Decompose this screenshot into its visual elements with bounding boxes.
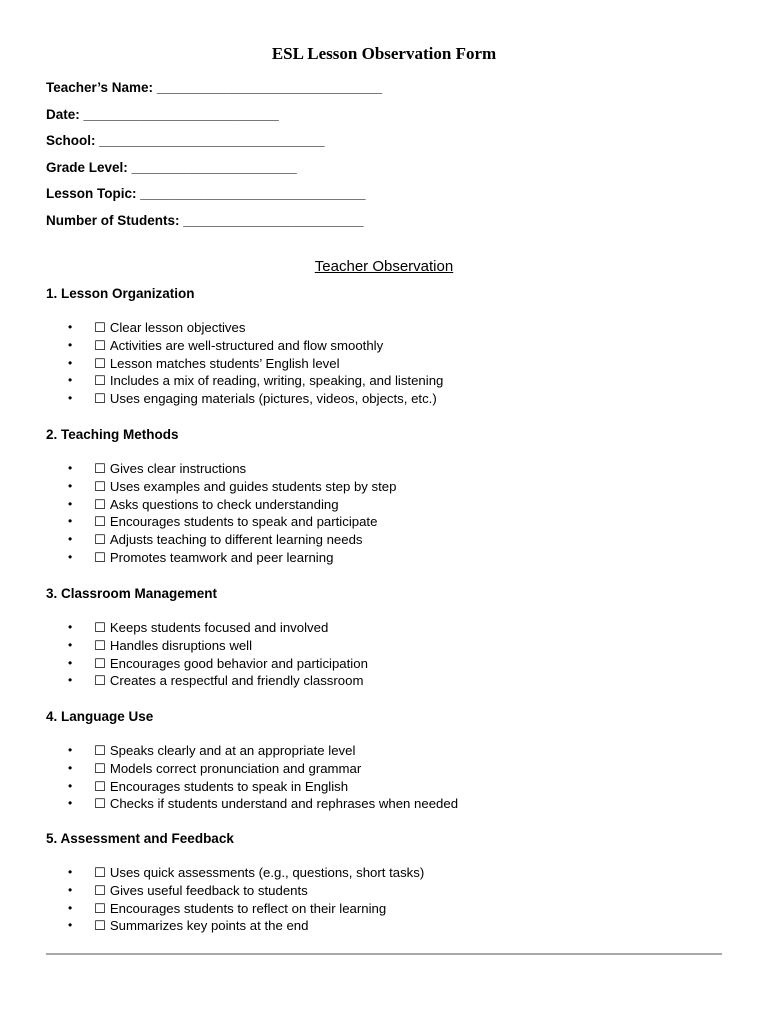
checklist-item[interactable] (46, 864, 424, 882)
checklist-item[interactable] (46, 795, 458, 813)
lesson-topic-field[interactable] (46, 185, 382, 203)
field-blank: ______________________ (131, 159, 297, 175)
checklist-item[interactable] (46, 655, 368, 673)
checklist-item-label: Encourages students to speak in English (109, 778, 349, 794)
checklist-item[interactable] (46, 460, 396, 478)
checklist-item-label: Encourages students to reflect on their learning (109, 900, 387, 916)
checklist-item-label: Adjusts teaching to different learning needs (109, 532, 363, 548)
checklist-item-label: Clear lesson objectives (109, 320, 246, 335)
bullet-icon: • (68, 760, 73, 775)
checklist-item[interactable] (46, 513, 396, 531)
grade-level-field[interactable] (46, 159, 382, 177)
checkbox-icon[interactable]: ☐ (94, 918, 106, 934)
checkbox-icon[interactable]: ☐ (94, 778, 106, 794)
checklist-item-label: Summarizes key points at the end (109, 918, 309, 934)
checklist-item[interactable] (46, 496, 396, 514)
section-title: 4. Language Use (46, 709, 154, 724)
checklist-item-label: Uses quick assessments (e.g., questions, short tasks) (109, 865, 425, 880)
teacher-info-fields (46, 79, 382, 239)
bullet-icon: • (68, 865, 73, 879)
checkbox-icon[interactable]: ☐ (94, 673, 106, 689)
checklist-item-label: Activities are well-structured and flow smoothly (109, 337, 384, 353)
checklist-item-label: Creates a respectful and friendly classroom (109, 673, 364, 689)
checkbox-icon[interactable]: ☐ (94, 373, 106, 389)
checklist-item-label: Lesson matches students’ English level (109, 355, 340, 371)
checklist-item-label: Gives clear instructions (109, 461, 247, 476)
checkbox-icon[interactable]: ☐ (94, 391, 106, 407)
checklist (46, 619, 368, 690)
checkbox-icon[interactable]: ☐ (94, 337, 106, 353)
bullet-icon: • (68, 461, 73, 475)
checklist-item-label: Keeps students focused and involved (109, 620, 329, 635)
bullet-icon: • (68, 532, 73, 547)
checklist-item[interactable] (46, 319, 443, 337)
section-classroom-management (46, 585, 368, 690)
checkbox-icon[interactable]: ☐ (94, 743, 106, 758)
field-blank: ______________________________ (99, 133, 325, 149)
field-blank: ______________________________ (156, 80, 383, 95)
bullet-icon: • (68, 337, 73, 352)
checklist-item[interactable] (46, 637, 368, 655)
section-teaching-methods (46, 426, 396, 567)
checklist-item-label: Encourages students to speak and participate (109, 514, 378, 530)
bullet-icon: • (68, 900, 73, 915)
checkbox-icon[interactable]: ☐ (94, 882, 106, 898)
bullet-icon: • (68, 796, 73, 811)
checkbox-icon[interactable]: ☐ (94, 514, 106, 530)
bullet-icon: • (68, 391, 73, 406)
horizontal-rule (46, 953, 722, 955)
checklist-item-label: Includes a mix of reading, writing, speaking, and listening (109, 373, 444, 389)
checklist-item-label: Uses examples and guides students step by step (109, 478, 397, 494)
checkbox-icon[interactable]: ☐ (94, 620, 106, 635)
checkbox-icon[interactable]: ☐ (94, 760, 106, 776)
teacher-observation-heading (0, 257, 768, 277)
school-field[interactable] (46, 132, 382, 150)
bullet-icon: • (68, 549, 73, 564)
bullet-icon: • (68, 514, 73, 529)
checklist-item[interactable] (46, 742, 458, 760)
checkbox-icon[interactable]: ☐ (94, 900, 106, 916)
section-assessment-and-feedback (46, 830, 424, 935)
checklist-item[interactable] (46, 778, 458, 796)
checklist-item[interactable] (46, 900, 424, 918)
checklist-item[interactable] (46, 390, 443, 408)
bullet-icon: • (68, 620, 73, 634)
checkbox-icon[interactable]: ☐ (94, 532, 106, 548)
checklist-item[interactable] (46, 760, 458, 778)
checkbox-icon[interactable]: ☐ (94, 355, 106, 371)
checklist-item-label: Encourages good behavior and participation (109, 655, 368, 671)
checkbox-icon[interactable]: ☐ (94, 637, 106, 653)
checklist-item-label: Promotes teamwork and peer learning (109, 549, 334, 565)
field-label: Number of Students: (46, 212, 180, 228)
checkbox-icon[interactable]: ☐ (94, 655, 106, 671)
bullet-icon: • (68, 655, 73, 670)
checklist (46, 742, 458, 813)
checklist-item-label: Checks if students understand and rephrases when needed (109, 796, 459, 812)
checklist-item-label: Handles disruptions well (109, 637, 253, 653)
section-title: 2. Teaching Methods (46, 427, 179, 442)
bullet-icon: • (68, 373, 73, 388)
checklist-item[interactable] (46, 372, 443, 390)
document-title: ESL Lesson Observation Form (271, 44, 497, 63)
checkbox-icon[interactable]: ☐ (94, 865, 106, 880)
field-blank: ________________________ (183, 212, 364, 228)
bullet-icon: • (68, 478, 73, 493)
section-title: 3. Classroom Management (46, 586, 218, 601)
checklist-item[interactable] (46, 672, 368, 690)
bullet-icon: • (68, 355, 73, 370)
checklist (46, 460, 396, 567)
checkbox-icon[interactable]: ☐ (94, 320, 106, 335)
checklist-item[interactable] (46, 478, 396, 496)
bullet-icon: • (68, 743, 73, 757)
checklist (46, 319, 443, 408)
field-label: Grade Level: (46, 159, 128, 175)
field-label: Date: (46, 106, 80, 122)
section-title: 1. Lesson Organization (46, 286, 195, 301)
bullet-icon: • (68, 673, 73, 688)
bullet-icon: • (68, 882, 73, 897)
field-label: School: (46, 133, 96, 149)
checklist-item[interactable] (46, 549, 396, 567)
checklist-item-label: Models correct pronunciation and grammar (109, 760, 362, 776)
checkbox-icon[interactable]: ☐ (94, 461, 106, 476)
bullet-icon: • (68, 320, 73, 334)
checklist-item-label: Uses engaging materials (pictures, videos, objects, etc.) (109, 391, 437, 407)
checklist-item-label: Asks questions to check understanding (109, 496, 339, 512)
bullet-icon: • (68, 496, 73, 511)
checkbox-icon[interactable]: ☐ (94, 549, 106, 565)
teacher-name-field[interactable] (46, 79, 382, 97)
checklist-item[interactable] (46, 882, 424, 900)
checklist-item[interactable] (46, 337, 443, 355)
date-field[interactable] (46, 106, 382, 124)
field-label: Lesson Topic: (46, 186, 137, 202)
field-label: Teacher’s Name: (46, 80, 154, 95)
bullet-icon: • (68, 778, 73, 793)
checkbox-icon[interactable]: ☐ (94, 496, 106, 512)
field-blank: ______________________________ (140, 186, 366, 202)
bullet-icon: • (68, 637, 73, 652)
checklist-item-label: Gives useful feedback to students (109, 882, 308, 898)
checkbox-icon[interactable]: ☐ (94, 796, 106, 812)
checklist-item[interactable] (46, 531, 396, 549)
checklist-item[interactable] (46, 355, 443, 373)
section-language-use (46, 708, 458, 813)
checklist (46, 864, 424, 935)
section-title: 5. Assessment and Feedback (46, 831, 234, 846)
number-of-students-field[interactable] (46, 212, 382, 230)
bullet-icon: • (68, 918, 73, 933)
checklist-item-label: Speaks clearly and at an appropriate level (109, 743, 356, 758)
checklist-item[interactable] (46, 917, 424, 935)
checkbox-icon[interactable]: ☐ (94, 478, 106, 494)
checklist-item[interactable] (46, 619, 368, 637)
field-blank: __________________________ (83, 106, 279, 122)
section-lesson-organization (46, 285, 443, 408)
teacher-observation-heading-text: Teacher Observation (314, 258, 454, 275)
